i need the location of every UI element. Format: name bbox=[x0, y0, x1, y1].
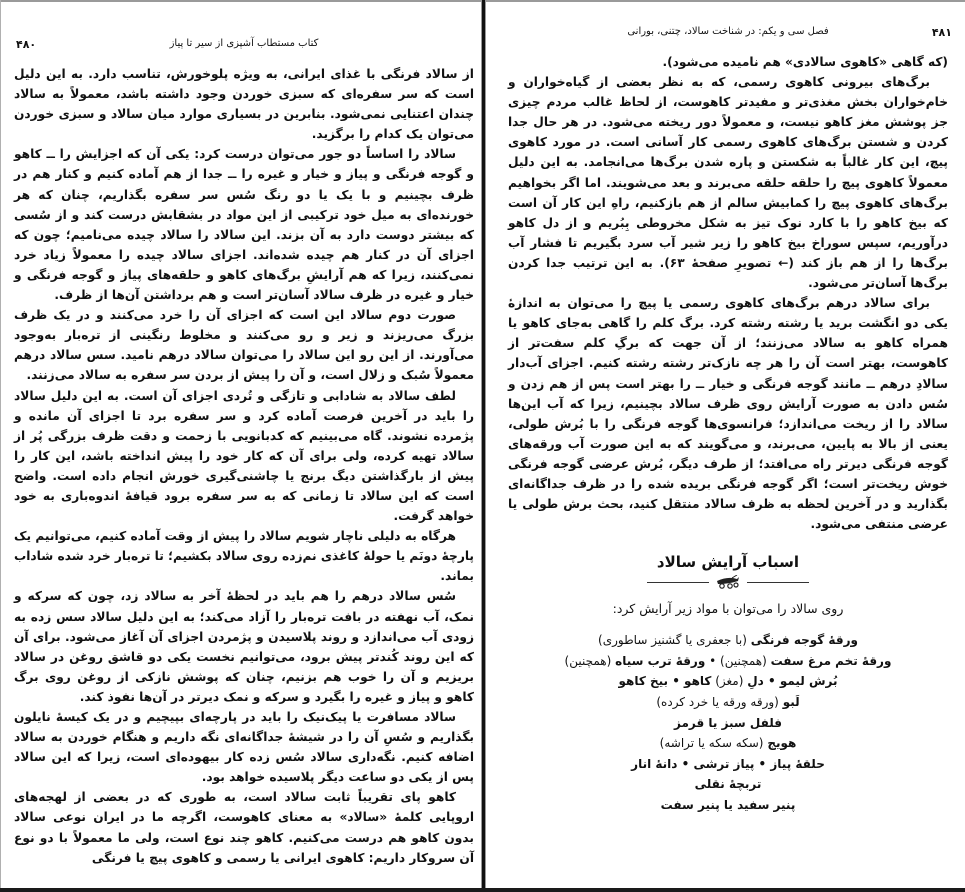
paragraph: برای سالاد درهم برگ‌های کاهوی رسمی یا پیچ را می‌توان به اندازهٔ یکی دو انگشت برید یا رشته رشته کرد. برگ کلم را گاهی به‌جای کاهو یا همراه کاهو به سالاد می‌زنند؛ از آن جهت که برگِ کلم سفت‌تر از کاهوست، بهتر است آن را هر چه نازک‌تر رشته رشته کنیم. اجزای آب‌دار سالادِ درهم ــ مانند گوجه فرنگی و خیار ــ را بهتر است پس از هم زدن و سُس دادن به صورت آرایش روی ظرف سالاد بچینیم، زیرا که آب این‌ها سالاد را از ریخت می‌اندازد؛ فرانسوی‌ها گوجه فرنگی را با بُرش طولی، یعنی از بالا به پایین، می‌برند، و می‌گویند که به این صورت آب ورقه‌های گوجه فرنگی دیرتر راه می‌افتد؛ از طرف دیگر، بُرش عرضی گوجه فرنگی خوش ریخت‌تر است؛ اگر گوجه فرنگی بریده شده را در ظرف جداگانه‌ای بگذارید و در آخرین لحظه به ظرف سالاد منتقل کنید، بحث برش طولی یا عرضی منتفی می‌شود. bbox=[508, 296, 948, 532]
item-name: تربچهٔ نقلی bbox=[694, 777, 762, 792]
item-note: (با جعفری یا گشنیز ساطوری) bbox=[598, 633, 751, 648]
item-name: لَبو bbox=[782, 695, 800, 710]
paragraph: صورت دوم سالاد این است که اجزای آن را خرد می‌کنند و در یک ظرف بزرگ می‌ریزند و زیر و رو می‌کنند و مخلوط رنگینی از تره‌بار به‌وجود می‌آورند. از این رو این سالاد را می‌توان سالاد درهم نامید. سس سالاد درهم معمولاً سُبک و زلال است، و آن را پیش از بردن سر سفره به سالاد می‌زنند. bbox=[14, 308, 474, 383]
list-item bbox=[508, 713, 948, 734]
section-title: اسباب آرایش سالاد bbox=[656, 553, 800, 572]
paragraph: (که گاهی «کاهوی سالادی» هم نامیده می‌شود). bbox=[662, 55, 948, 69]
list-item bbox=[508, 733, 948, 754]
list-item bbox=[508, 671, 948, 692]
list-item bbox=[508, 651, 948, 672]
item-name: پنیر سفید یا پنیر سفت bbox=[660, 798, 796, 812]
item-name: بُرش لیمو • دلِ bbox=[747, 674, 838, 689]
paragraph: سالاد را اساساً دو جور می‌توان درست کرد: یکی آن که اجزایش را ــ کاهو و گوجه فرنگی و پیاز و خیار و غیره را ــ جدا از هم آماده کنیم و کنار هم در ظرف بچینیم و با یک یا دو رنگ سُس سر سفره بگذاریم، چنان که هر خورنده‌ای به میل خود ترکیبی از این مواد در بشقابش درست کند و از سُسی که بیشتر دوست دارد به آن بزند. این سالاد را سالاد چیده می‌نامیم؛ چون که اجزای آن در کنار هم چیده شده‌اند. اجزای سالاد چیده را معمولاً زیاد خرد نمی‌کنند، زیرا که هم آرایشِ برگ‌های کاهو و حلقه‌های پیاز و گوجه فرنگی و خیار و غیره در ظرف سالاد آسان‌تر است و هم برداشتن آن‌ها از ظرف. bbox=[14, 147, 474, 303]
item-name: ورقهٔ ترب سیاه bbox=[615, 653, 706, 668]
item-name: فلفل سبز یا قرمز bbox=[673, 715, 783, 730]
book-spine-divider bbox=[481, 0, 486, 888]
item-name: ورقهٔ تخم مرغ سفت bbox=[770, 653, 892, 668]
body-text bbox=[508, 52, 948, 534]
item-note: (همچنین) • bbox=[705, 653, 771, 668]
item-note: (ورقه ورقه یا خرد کرده) bbox=[656, 695, 783, 710]
paragraph: سالاد مسافرت یا پیک‌نیک را باید در پارچه‌ای بپیچیم و در یک کیسهٔ نایلون بگذاریم و سُسِ آن را در شیشهٔ جداگانه‌ای نگه داریم و هنگام خوردن به سالاد اضافه کنیم. نگه‌داری سالاد سُس زده کار بیهوده‌ای است، زیرا که این سالاد پس از یکی دو ساعت دیگر پلاسیده خواهد بود. bbox=[14, 710, 474, 785]
list-item bbox=[508, 795, 948, 816]
garnish-list bbox=[508, 630, 948, 815]
paragraph: لطف سالاد به شادابی و تازگی و تُردی اجزای آن است. به این دلیل سالاد را باید در آخرین فرصت آماده کرد و سر سفره برد تا اجزای آن مانده و پژمرده نشوند. گاه می‌بینیم که کدبانویی با زحمت و دقت ظرف بزرگی پُر از سالاد تهیه کرده، ولی برای آن که کار خود را پیش انداخته باشد، این کار را پیش از بارگذاشتن دیگ برنج یا چاشنی‌گیری خورش انجام داده است. واضح است که این سالاد تا زمانی که به سر سفره برود قیافهٔ اندوه‌باری به خود خواهد گرفت. bbox=[14, 388, 474, 524]
section-intro: روی سالاد را می‌توان با مواد زیر آرایش کرد: bbox=[612, 601, 844, 617]
item-note: (مغز) bbox=[711, 674, 748, 689]
item-name: هویج bbox=[767, 736, 797, 751]
paragraph: هرگاه به دلیلی ناچار شویم سالاد را پیش از وقت آماده کنیم، می‌توانیم یک پارچهٔ دونَم یا حولهٔ کاغذی نم‌زده روی سالاد بکشیم؛ تا تره‌بار خرد شده شاداب بماند. bbox=[14, 529, 474, 584]
item-note: (سکه سکه یا تراشه) bbox=[659, 736, 768, 751]
paragraph: برگ‌های بیرونی کاهوی رسمی، که به نظر بعضی از گیاه‌خواران و خام‌خواران بخش مغذی‌تر و مفیدتر کاهوست، از لحاظ غالب مردم چیزی جز پوشش مغز کاهو نیست، و معمولاً دور ریخته می‌شود. در هر حال جدا کردن و شستن برگ‌های کاهوی رسمی کار آسانی است. در مورد کاهوی پیچ، این کار غالباً به شکستن و پاره شدن برگ‌ها می‌انجامد. به این دلیل معمولاً کاهوی پیچ را حلقه حلقه می‌برند و بعد می‌شویند. اما اگر بخواهیم برگ‌های کاهوی پیچ را کمابیش سالم از هم بازکنیم، راهِ این کار آن است که بیخ کاهو را با کارد نوک تیز به شکل مخروطی بِبُریم و از دل کاهو درآوریم، سپس سوراخ بیخ کاهو را زیر شیر آب سرد بگیریم تا فشار آب برگ‌ها را از هم باز کند (← تصویرِ صفحهٔ ۶۳). به این ترتیب جدا کردن برگ‌ها آسان‌تر می‌شود. bbox=[508, 75, 948, 291]
item-name: ورقهٔ گوجه فرنگی bbox=[750, 633, 858, 648]
garnish-section bbox=[508, 552, 948, 815]
running-title: کتاب مستطاب آشپزی از سیر تا پیاز bbox=[169, 38, 319, 49]
page-number: ۴۸۰ bbox=[16, 38, 37, 51]
ornament-rule bbox=[747, 582, 809, 583]
running-head bbox=[14, 38, 474, 56]
list-item bbox=[508, 754, 948, 775]
item-name: حلقهٔ پیاز • پیاز ترشی • دانهٔ انار bbox=[631, 756, 825, 771]
salad-bowl-ornament-icon bbox=[715, 575, 741, 589]
right-page bbox=[508, 0, 952, 836]
body-text bbox=[14, 64, 474, 868]
left-page bbox=[14, 0, 474, 888]
paragraph: از سالاد فرنگی با غذای ایرانی، به ویژه پلوخورش، تناسب دارد. به این دلیل است که سر سفره‌ای که سبزی خوردن وجود داشته باشد، معمولاً به سالاد چندان اعتنایی نمی‌شود. بنابرین در بسیاری موارد میان سالاد و سبزی خوردن می‌توان یک کدام را برگزید. bbox=[14, 67, 474, 142]
page-number: ۴۸۱ bbox=[931, 26, 952, 39]
list-item bbox=[508, 692, 948, 713]
paragraph: کاهو پای تقریباً ثابت سالاد است، به طوری که در بعضی از لهجه‌های اروپایی کلمهٔ «سالاد» به معنای کاهوست، اگرچه ما در ایران نوعی سالاد بدون کاهو هم درست می‌کنیم. کاهو چند نوع است، ولی ما معمولاً با دو نوع آن سروکار داریم: کاهوی ایرانی یا رسمی و کاهوی پیچ یا فرنگی bbox=[14, 790, 474, 865]
item-name: کاهو • بیخ کاهو bbox=[618, 674, 712, 689]
running-title: فصل سی و یکم: در شناخت سالاد، چتنی، بورانی bbox=[627, 26, 829, 37]
ornament-rule bbox=[647, 582, 709, 583]
list-item bbox=[508, 774, 948, 795]
list-item bbox=[508, 630, 948, 651]
item-note: (همچنین) bbox=[564, 653, 616, 668]
section-ornament bbox=[508, 574, 948, 590]
scan-left-border bbox=[0, 0, 1, 888]
running-head bbox=[508, 26, 952, 44]
paragraph: سُس سالاد درهم را هم باید در لحظهٔ آخر به سالاد زد، چون که سرکه و نمک، آب نهفته در بافت تره‌بار را آزاد می‌کند؛ به این دلیل سالاد سس زده به زودی آب می‌اندازد و روند پلاسیدن و پژمردن اجزای آن آغاز می‌شود. برای آن که این روند کُندتر پیش برود، می‌توانیم نخست یکی دو قاشق روغن در سالاد بریزیم و آن را خوب هم بزنیم، چنان که پوشش نازکی از روغن روی برگ کاهو و پیاز و غیره را بگیرد و سرکه و نمک دیرتر در آن‌ها نفوذ کند. bbox=[14, 589, 474, 704]
